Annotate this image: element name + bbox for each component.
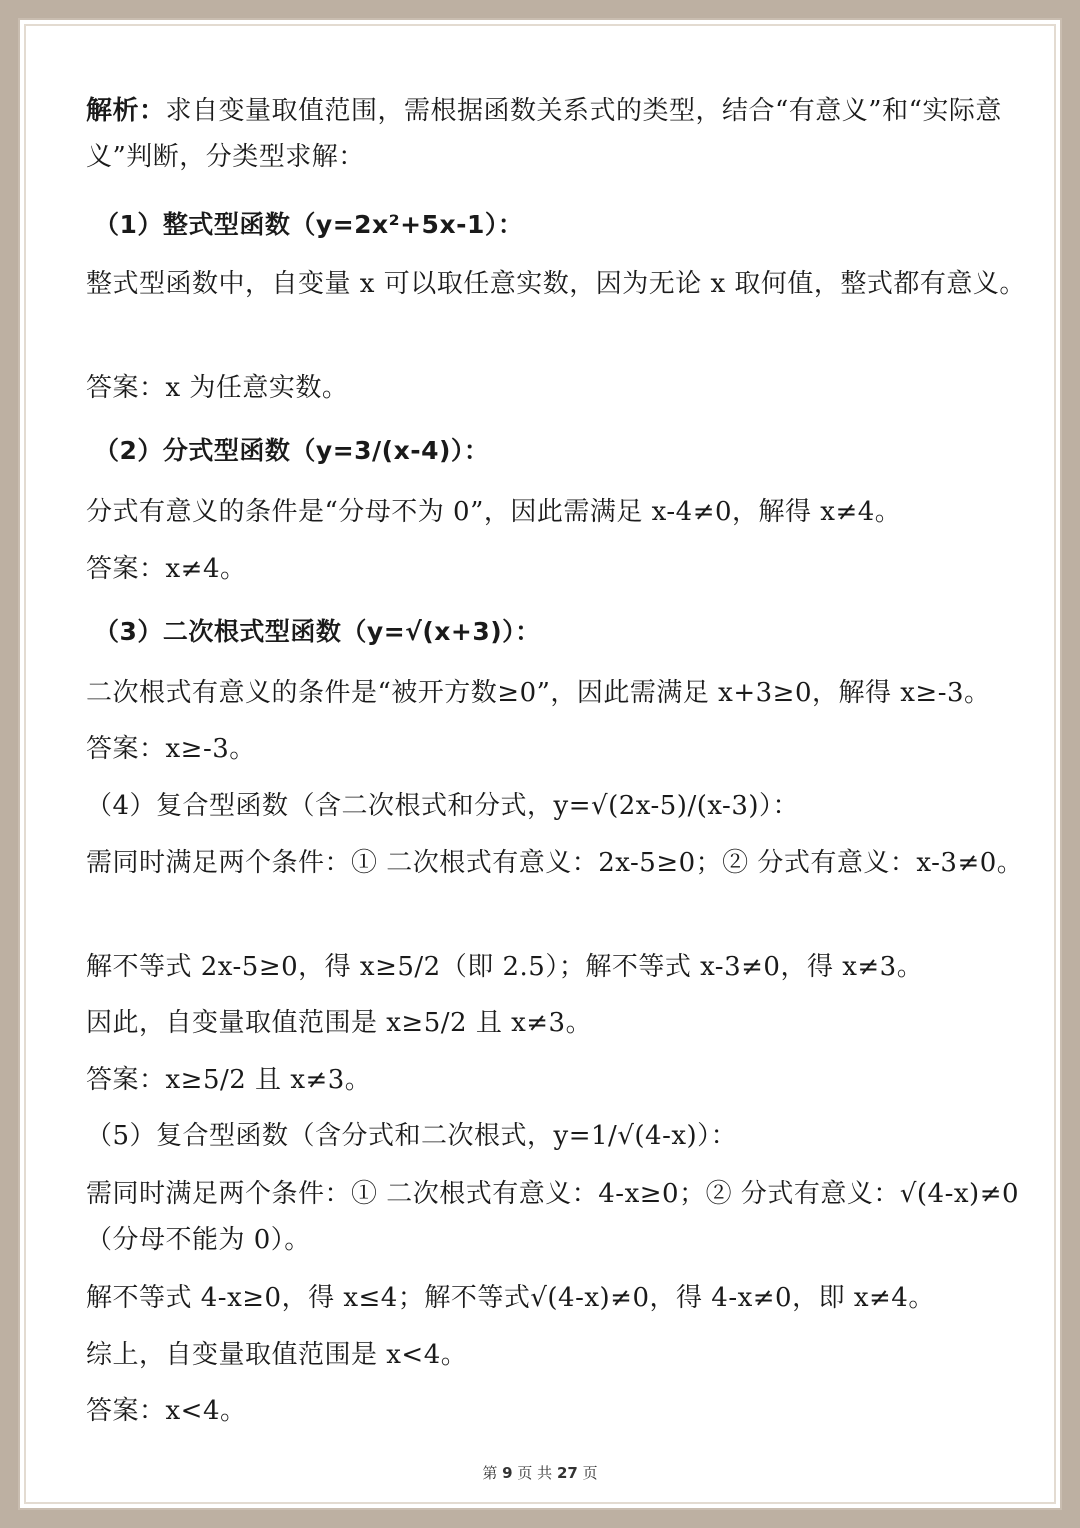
section-4-body-1: 需同时满足两个条件：① 二次根式有意义：2x-5≥0；② 分式有意义：x-3≠0。 xyxy=(86,848,1024,878)
section-1-body: 整式型函数中，自变量 x 可以取任意实数，因为无论 x 取何值，整式都有意义。 xyxy=(86,269,1026,299)
section-2-answer: 答案：x≠4。 xyxy=(86,554,247,584)
footer-prefix: 第 xyxy=(482,1464,498,1482)
section-4-answer: 答案：x≥5/2 且 x≠3。 xyxy=(86,1065,372,1095)
section-2-heading: （2）分式型函数（y=3/(x-4)）： xyxy=(94,436,490,465)
page-footer xyxy=(0,1462,1080,1483)
footer-total-pages: 27 xyxy=(556,1464,578,1482)
section-3-body: 二次根式有意义的条件是“被开方数≥0”，因此需满足 x+3≥0，解得 x≥-3。 xyxy=(86,678,991,708)
analysis-paragraph xyxy=(86,88,1026,180)
section-3-heading: （3）二次根式型函数（y=√(x+3)）： xyxy=(94,617,541,646)
section-5-body-3: 综上，自变量取值范围是 x<4。 xyxy=(86,1340,468,1370)
section-3-answer: 答案：x≥-3。 xyxy=(86,734,256,764)
analysis-text: 求自变量取值范围，需根据函数关系式的类型，结合“有意义”和“实际意义”判断，分类型求解： xyxy=(86,96,1002,172)
document-page xyxy=(18,18,1062,1510)
section-1-answer: 答案：x 为任意实数。 xyxy=(86,373,349,403)
section-5-body-2: 解不等式 4-x≥0，得 x≤4；解不等式√(4-x)≠0，得 4-x≠0，即 x≠4。 xyxy=(86,1283,935,1313)
section-1-heading: （1）整式型函数（y=2x²+5x-1）： xyxy=(94,210,524,239)
section-4-body-2: 解不等式 2x-5≥0，得 x≥5/2（即 2.5）；解不等式 x-3≠0，得 x≠3。 xyxy=(86,952,924,982)
section-4-heading: （4）复合型函数（含二次根式和分式，y=√(2x-5)/(x-3)）： xyxy=(86,791,800,821)
footer-page-number: 9 xyxy=(502,1464,513,1482)
section-4-body-3: 因此，自变量取值范围是 x≥5/2 且 x≠3。 xyxy=(86,1008,593,1038)
section-5-heading: （5）复合型函数（含分式和二次根式，y=1/√(4-x)）： xyxy=(86,1121,738,1151)
analysis-label: 解析： xyxy=(86,96,166,126)
section-5-answer: 答案：x<4。 xyxy=(86,1396,247,1426)
section-5-body-1: 需同时满足两个条件：① 二次根式有意义：4-x≥0；② 分式有意义：√(4-x)≠0（分母不能为 0）。 xyxy=(86,1179,1020,1255)
footer-suffix: 页 xyxy=(582,1464,598,1482)
footer-middle: 页 共 xyxy=(517,1464,553,1482)
section-2-body: 分式有意义的条件是“分母不为 0”，因此需满足 x-4≠0，解得 x≠4。 xyxy=(86,497,902,527)
